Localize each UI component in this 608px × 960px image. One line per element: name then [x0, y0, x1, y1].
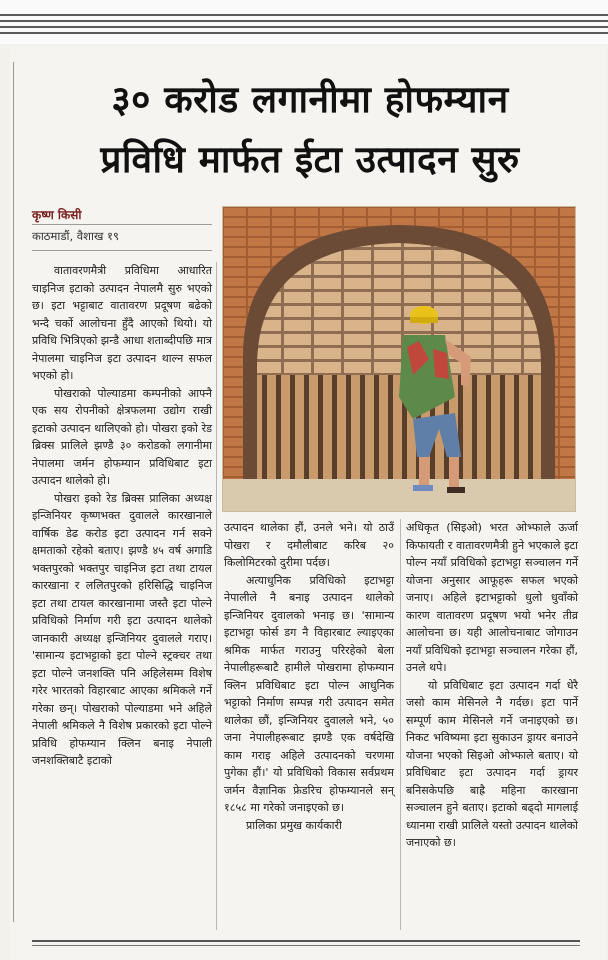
paragraph: उत्पादन थालेका हौं, उनले भने। यो ठाउँ पोखरा र दमौलीबाट करिब २० किलोमिटरको दुरीमा पर्दछ। — [224, 521, 394, 569]
paragraph: अत्याधुनिक प्रविधिको इटाभट्टा नेपालीले नै बनाइ उत्पादन थालेको इन्जिनियर दुवालको भनाइ छ। 'सामान्य इटाभट्टा फोर्स डग नै विहारबाट ल्याइएका श्रमिक मार्फत गराउनु परिरहेको बेला नेपालीहरूबाटै हामीले पोखरामा होफम्यान क्लिन प्रविधिबाट इटा पोल्न आधुनिक भट्टाको निर्माण सम्पन्न गरी उत्पादन समेत थालेका छौं, इन्जिनियर दुवालले भने, ५० जना नेपालीहरूबाट झण्डै एक वर्षदेखि काम गराइ अहिले उत्पादनको चरणमा पुगेका हौं।' यो प्रविधिको विकास सर्वप्रथम जर्मन वैज्ञानिक फ्रेडरिच होफम्यानले सन् १८५८ मा गरेको जनाइएको छ। — [224, 573, 394, 814]
paragraph: अधिकृत (सिइओ) भरत ओभ्फाले ऊर्जा किफायती र वातावरणमैत्री हुने भएकाले इटा पोल्न नयाँ प्रविधिको इटाभट्टा सञ्चालन गर्ने योजना अनुसार आफूहरू सफल भएको जनाए। अहिले इटाभट्टाको धुलो धुवाँको कारण वातावरण प्रदूषण भयो भनेर तीव्र आलोचना छ। यही आलोचनाबाट जोगाउन नयाँ प्रविधिको इटाभट्टा सञ्चालन गरेका हौं, उनले थपे। — [406, 521, 578, 674]
paragraph: वातावरणमैत्री प्रविधिमा आधारित चाइनिज इटाको उत्पादन नेपालमै सुरु भएको छ। इटा भट्टाबाट वातावरण प्रदूषण बढेको भन्दै चर्को आलोचना हुँदै आएको थियो। यो प्रविधि भित्रिएको झन्डै आधा शताब्दीपछि मात्र नेपालमा चाइनिज इटा उत्पादन थाल्न सफल भएको हो। — [32, 264, 212, 382]
column-divider — [400, 519, 401, 930]
byline: कृष्ण किसी — [32, 208, 82, 222]
paragraph: पोखरा इको रेड ब्रिक्स प्रालिका अध्यक्ष इन्जिनियर कृष्णभक्त दुवालले कारखानाले वार्षिक डेढ करोड इटा उत्पादन गर्न सक्ने क्षमताको रहेको बताए। झण्डै ४५ वर्ष अगाडि भक्तपुरको भक्तपुर चाइनिज इटा तथा टायल कारखाना र ललितपुरको हरिसिद्धि चाइनिज इटा तथा टायल कारखानामा जस्तै इटा पोल्ने प्रविधिको निर्माण गरी इटा उत्पादन थालेको जानकारी अध्यक्ष इन्जिनियर दुवालले गराए। 'सामान्य इटाभट्टाको इटा पोल्ने स्ट्रक्चर तथा इटा पोल्ने जनशक्ति पनि अहिलेसम्म विशेष गरेर भारतको विहारबाट आएका श्रमिकले गर्ने गरेका छन्। पोखराको पोल्याडमा भने अहिले नेपाली श्रमिकले नै विशेष प्रकारको इटा पोल्ने प्रविधि होफम्यान क्लिन बनाइ नेपाली जनशक्तिबाटै इटाको — [32, 491, 212, 767]
byline-rule — [32, 224, 212, 225]
column-1 — [32, 262, 212, 770]
column-3 — [406, 519, 578, 852]
headline-line-2: प्रविधि मार्फत ईटा उत्पादन सुरु — [100, 138, 520, 181]
brick-kiln-image — [223, 207, 575, 511]
footer-rule — [32, 945, 580, 946]
paragraph: यो प्रविधिबाट इटा उत्पादन गर्दा धेरै जसो काम मेसिनले नै गर्दछ। इटा पार्ने सम्पूर्ण काम मेसिनले गर्ने जनाइएको छ। निकट भविष्यमा इटा सुकाउन ड्रायर बनाउने योजना भएको सिइओ ओभ्फाले बताए। यो प्रविधिबाट इटा उत्पादन गर्दा ड्रायर बनिसकेपछि बाह्रै महिना कारखाना सञ्चालन हुने बताए। इटाको बढ्दो मागलाई ध्यानमा राखी प्रालिले यस्तो उत्पादन थालेको जनाएको छ। — [406, 678, 578, 849]
column-divider — [216, 262, 217, 930]
dateline-rule — [32, 250, 212, 251]
headline — [30, 70, 590, 190]
page-margin-line — [13, 62, 14, 922]
headline-line-1: ३० करोड लगानीमा होफम्यान — [111, 78, 509, 121]
brick-kiln-photo — [222, 206, 576, 512]
paragraph: पोखराको पोल्याडमा कम्पनीको आफ्नै एक सय रोपनीको क्षेत्रफलमा उद्योग राखी इटाको उत्पादन थालिएको हो। पोखरा इको रेड ब्रिक्स प्रालिले झण्डै ३० करोडको लगानीमा नेपालमा जर्मन होफम्यान प्रविधिबाट इटा उत्पादन थालेको हो। — [32, 386, 212, 487]
header-rule-band — [0, 0, 608, 44]
footer-rule — [32, 940, 580, 942]
column-2 — [224, 519, 394, 834]
dateline: काठमाडौं, वैशाख १९ — [32, 229, 120, 243]
paragraph: प्रालिका प्रमुख कार्यकारी — [246, 818, 342, 832]
